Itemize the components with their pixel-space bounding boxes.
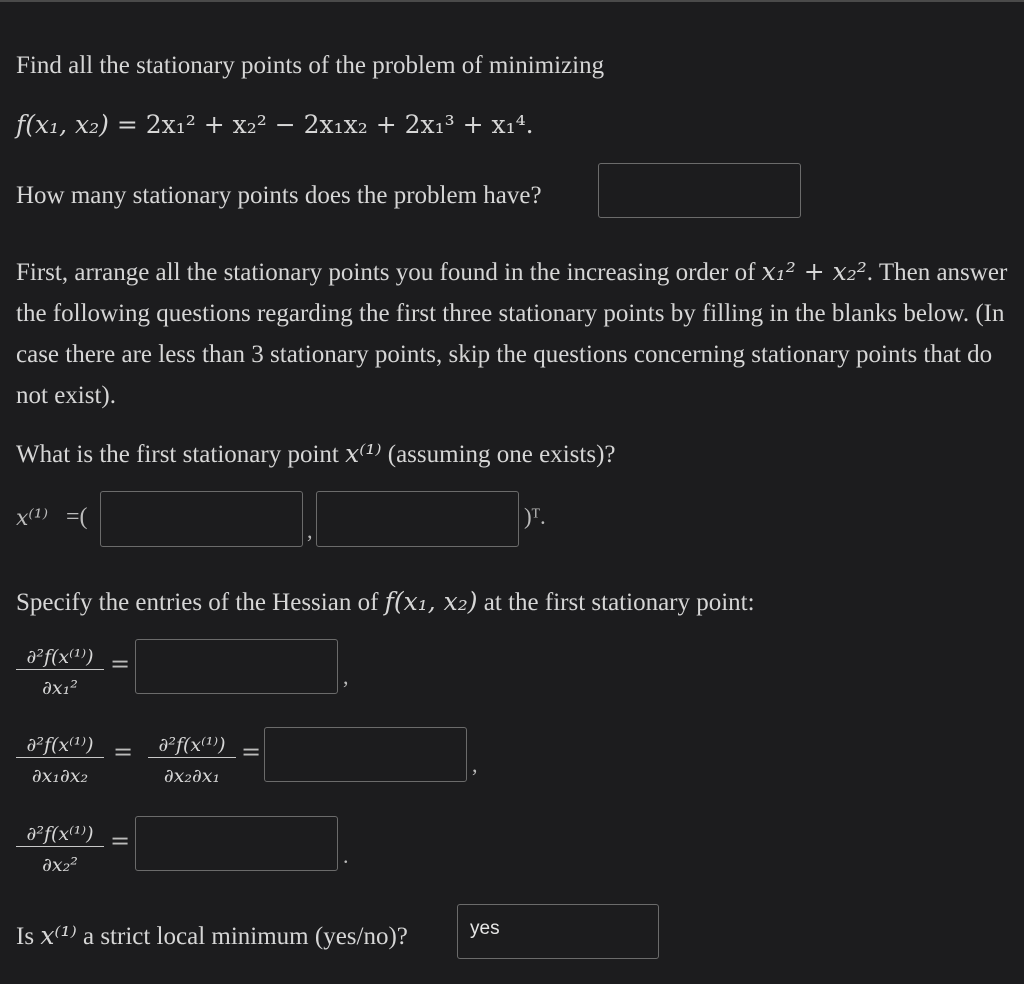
point-open: =(: [66, 504, 88, 530]
hessian-prompt-a: Specify the entries of the Hessian of: [16, 589, 385, 616]
instructions-text: [16, 251, 1016, 416]
count-input[interactable]: [598, 163, 801, 218]
function-lhs: f(x₁, x₂): [16, 110, 109, 139]
first-point-prompt-a: What is the first stationary point: [16, 441, 346, 468]
hessian-prompt: [16, 586, 755, 619]
h11-input[interactable]: [135, 639, 338, 694]
h22-period: .: [343, 843, 349, 868]
point-close: )ᵀ.: [524, 504, 546, 529]
h12-denominator: ∂x₁∂x₂: [16, 757, 104, 788]
h12-fraction: [16, 733, 104, 788]
h22-numerator: ∂²f(x⁽¹⁾): [26, 823, 94, 845]
h11-comma: ,: [343, 664, 349, 689]
point-lhs: x⁽¹⁾: [16, 506, 49, 531]
intro-text: Find all the stationary points of the problem of minimizing: [16, 52, 605, 79]
first-point-prompt: [16, 438, 616, 471]
hessian-prompt-b: at the first stationary point:: [477, 589, 755, 616]
point-x1-input[interactable]: [100, 491, 303, 547]
top-divider: [0, 0, 1024, 2]
minimum-prompt-b: a strict local minimum (yes/no)?: [76, 923, 408, 950]
h11-fraction: [16, 645, 104, 700]
h11-equals: =: [110, 650, 131, 678]
h11-numerator: ∂²f(x⁽¹⁾): [26, 646, 94, 668]
point-comma: ,: [307, 518, 313, 543]
order-expression: x₁² + x₂²: [761, 257, 867, 286]
instructions-part-b: . Then answer the following questions regarding the first three stationary points by filling in the blanks below. (In case there are less than 3 stationary points, skip the questions concerning stationary points that do not exist).: [16, 259, 1008, 409]
objective-function: [16, 110, 534, 139]
point-x2-input[interactable]: [316, 491, 519, 547]
minimum-prompt-a: Is: [16, 923, 41, 950]
h12-numerator: ∂²f(x⁽¹⁾): [26, 734, 94, 756]
minimum-symbol: x⁽¹⁾: [40, 921, 77, 950]
h22-input[interactable]: [135, 816, 338, 871]
h12-comma: ,: [472, 752, 478, 777]
h12-input[interactable]: [264, 727, 467, 782]
h22-denominator: ∂x₂²: [16, 846, 104, 877]
first-point-symbol: x⁽¹⁾: [345, 439, 382, 468]
h21-numerator: ∂²f(x⁽¹⁾): [158, 734, 226, 756]
minimum-prompt: [16, 920, 408, 953]
first-point-prompt-b: (assuming one exists)?: [381, 441, 616, 468]
h11-denominator: ∂x₁²: [16, 669, 104, 700]
instructions-part-a: First, arrange all the stationary points you found in the increasing order of: [16, 259, 762, 286]
hessian-function: f(x₁, x₂): [384, 587, 478, 616]
h22-equals: =: [110, 827, 131, 855]
function-rhs: = 2x₁² + x₂² − 2x₁x₂ + 2x₁³ + x₁⁴.: [116, 110, 534, 139]
count-prompt: How many stationary points does the problem have?: [16, 182, 542, 209]
h21-equals: =: [241, 738, 262, 766]
h21-denominator: ∂x₂∂x₁: [148, 757, 236, 788]
h21-fraction: [148, 733, 236, 788]
h22-fraction: [16, 822, 104, 877]
strict-minimum-input[interactable]: [457, 904, 659, 959]
h12-equals: =: [113, 738, 134, 766]
